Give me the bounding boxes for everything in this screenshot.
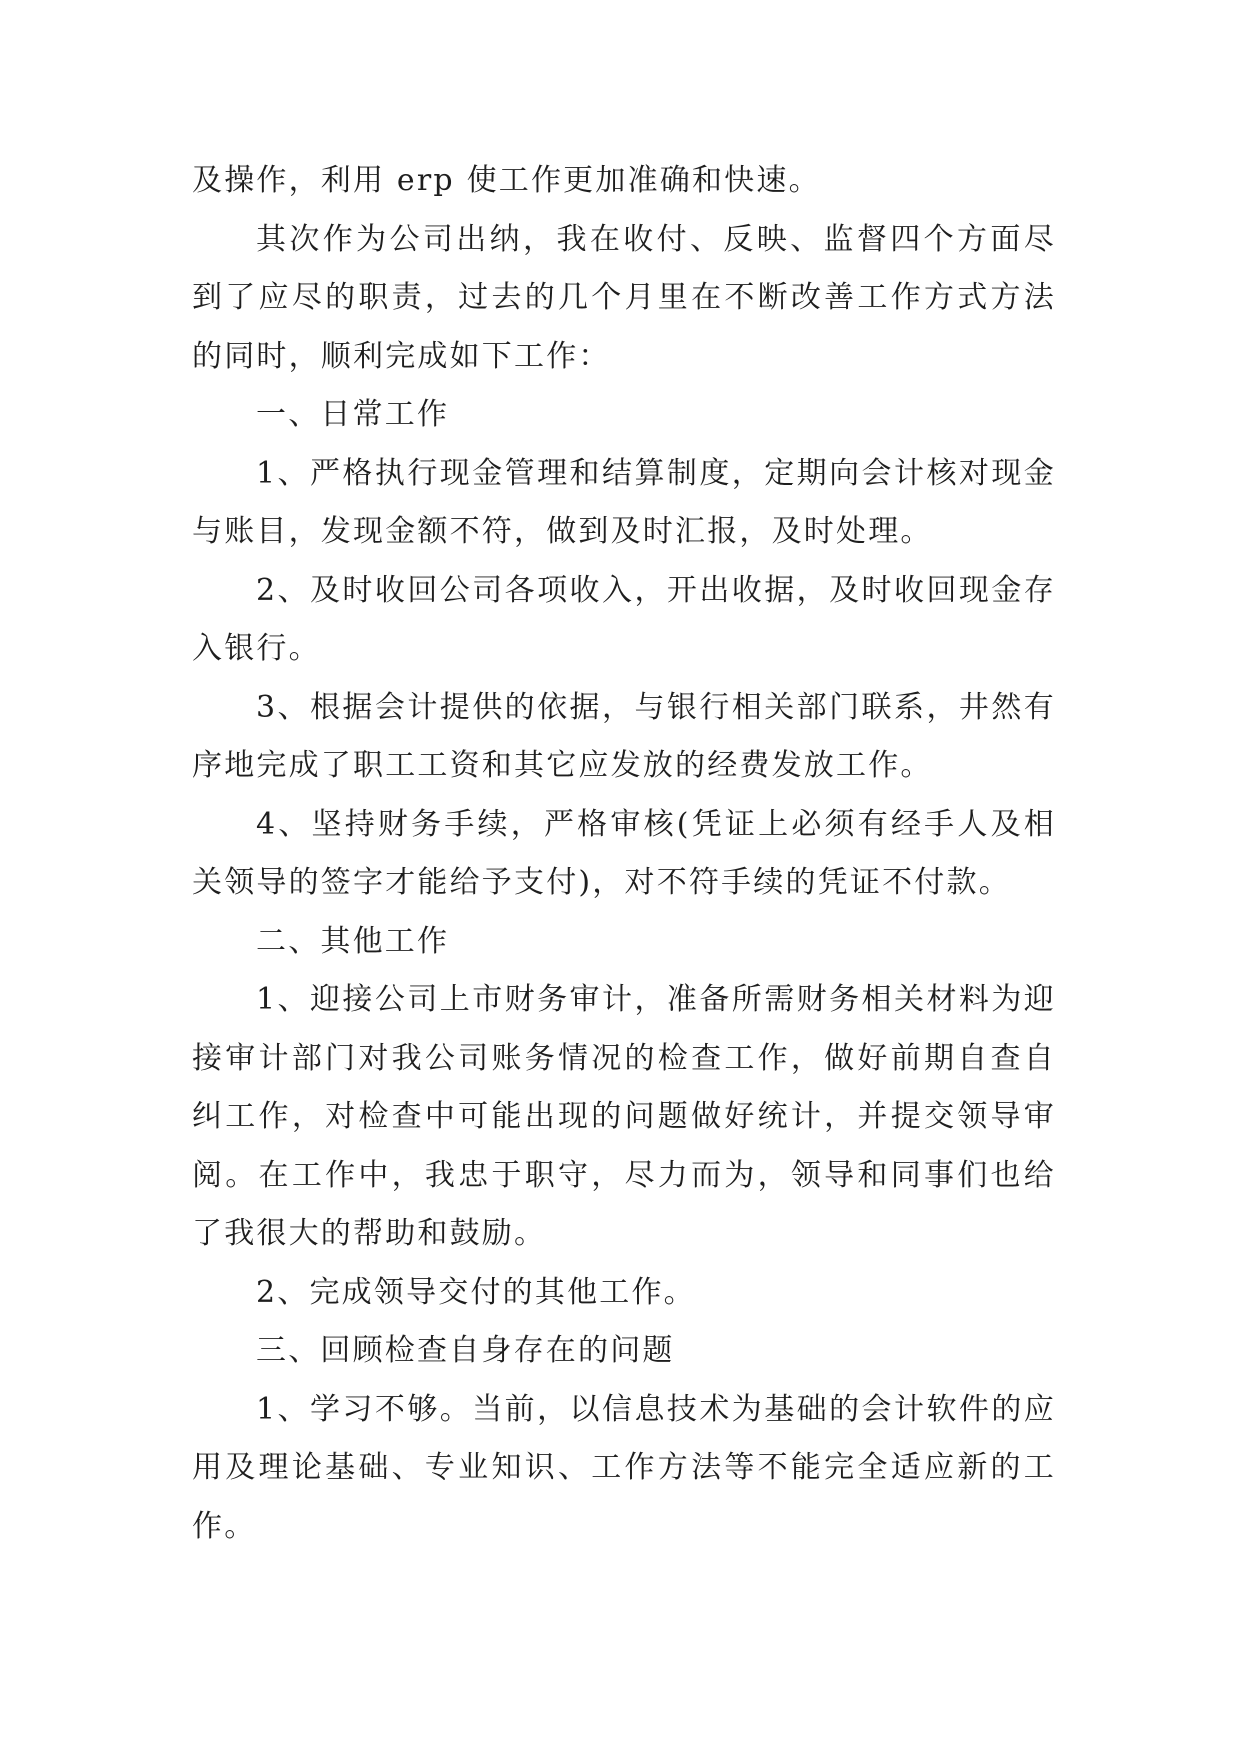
paragraph-2: 其次作为公司出纳，我在收付、反映、监督四个方面尽到了应尽的职责，过去的几个月里在不断改善工作方式方法的同时，顺利完成如下工作：: [192, 221, 1056, 374]
paragraph-daily-1: 1、严格执行现金管理和结算制度，定期向会计核对现金与账目，发现金额不符，做到及时汇报，及时处理。: [192, 455, 1056, 549]
paragraph-daily-4: 4、坚持财务手续，严格审核(凭证上必须有经手人及相关领导的签字才能给予支付)，对不符手续的凭证不付款。: [192, 806, 1056, 900]
section-heading-problems: 三、回顾检查自身存在的问题: [256, 1333, 675, 1368]
paragraph-problems-1: 1、学习不够。当前，以信息技术为基础的会计软件的应用及理论基础、专业知识、工作方法等不能完全适应新的工作。: [192, 1391, 1056, 1544]
paragraph-daily-2: 2、及时收回公司各项收入，开出收据，及时收回现金存入银行。: [192, 572, 1056, 666]
paragraph-other-2: 2、完成领导交付的其他工作。: [256, 1274, 696, 1310]
document-body: [192, 152, 1056, 1556]
paragraph-daily-3: 3、根据会计提供的依据，与银行相关部门联系，井然有序地完成了职工工资和其它应发放的经费发放工作。: [192, 689, 1056, 783]
section-heading-other-work: 二、其他工作: [256, 923, 450, 959]
section-heading-daily-work: 一、日常工作: [256, 397, 450, 432]
paragraph-1: 及操作，利用 erp 使工作更加准确和快速。: [192, 163, 821, 198]
paragraph-other-1: 1、迎接公司上市财务审计，准备所需财务相关材料为迎接审计部门对我公司账务情况的检查工作，做好前期自查自纠工作，对检查中可能出现的问题做好统计，并提交领导审阅。在工作中，我忠于职守，尽力而为，领导和同事们也给了我很大的帮助和鼓励。: [192, 982, 1056, 1251]
